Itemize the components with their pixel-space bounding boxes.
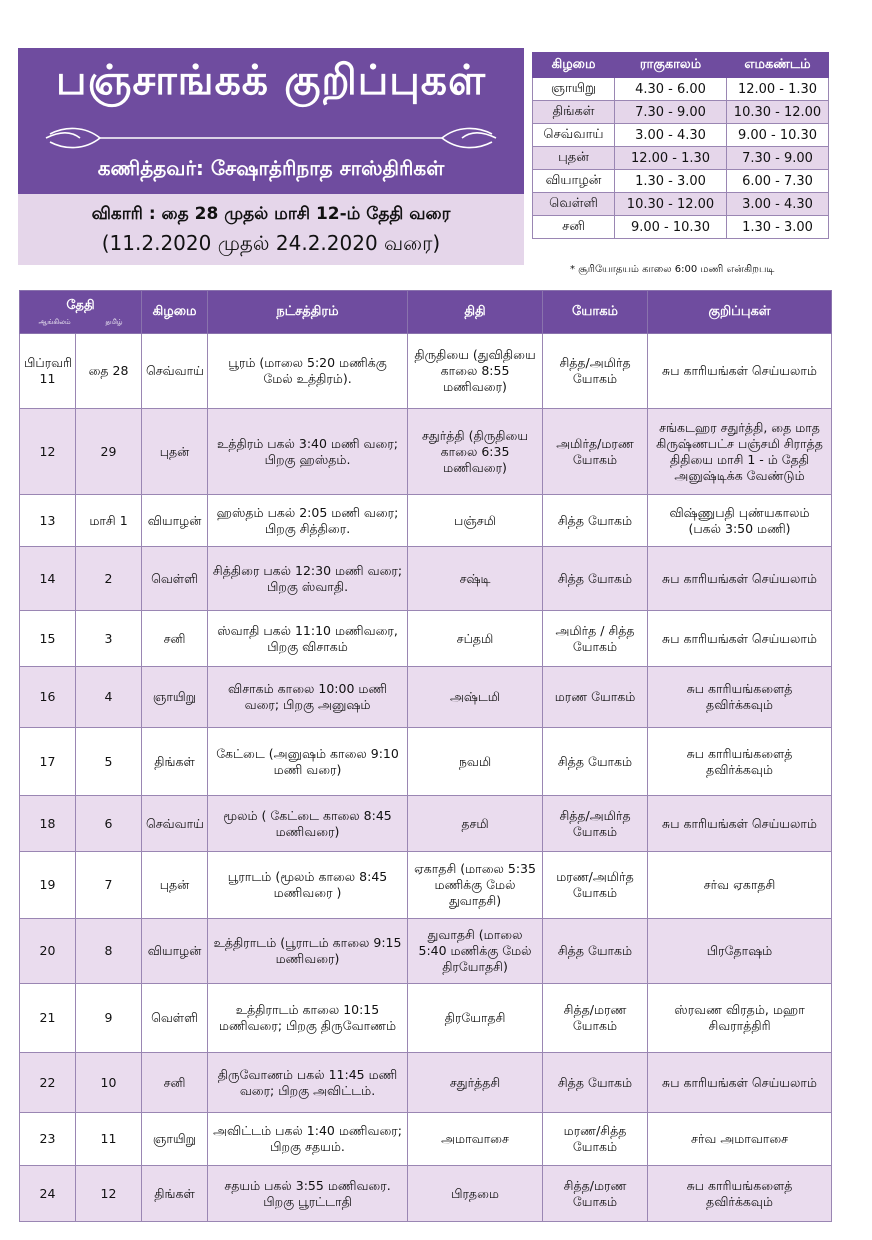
cell-yogam: மரண யோகம் [543,667,648,728]
cell-tamil-date: 12 [76,1166,142,1222]
cell-day: திங்கள் [142,1166,208,1222]
cell-english-date: 20 [20,919,76,984]
cell-star: ஹஸ்தம் பகல் 2:05 மணி வரை; பிறகு சித்திரை. [208,495,408,547]
cell-notes: விஷ்ணுபதி புண்யகாலம் (பகல் 3:50 மணி) [648,495,832,547]
cell-tithi: அஷ்டமி [408,667,543,728]
cell-notes: சுப காரியங்களைத் தவிர்க்கவும் [648,1166,832,1222]
cell-english-date: 21 [20,984,76,1053]
header-star: நட்சத்திரம் [208,291,408,334]
cell-english-date: 13 [20,495,76,547]
cell-day: ஞாயிறு [142,667,208,728]
cell-notes: சுப காரியங்கள் செய்யலாம் [648,611,832,667]
cell-tamil-date: 8 [76,919,142,984]
cell-tithi: சதுர்த்தசி [408,1053,543,1113]
cell-star: ஸ்வாதி பகல் 11:10 மணிவரை, பிறகு விசாகம் [208,611,408,667]
cell-star: சதயம் பகல் 3:55 மணிவரை. பிறகு பூரட்டாதி [208,1166,408,1222]
cell-yogam: சித்த/மரண யோகம் [543,1166,648,1222]
cell-yogam: மரண/அமிர்த யோகம் [543,852,648,919]
cell-yogam: சித்த/அமிர்த யோகம் [543,334,648,409]
cell-yogam: சித்த யோகம் [543,919,648,984]
cell-notes: சுப காரியங்கள் செய்யலாம் [648,1053,832,1113]
timing-ema: 9.00 - 10.30 [727,124,829,147]
timing-row [533,78,829,101]
cell-yogam: சித்த யோகம் [543,728,648,796]
timing-row [533,216,829,239]
cell-tithi: துவாதசி (மாலை 5:40 மணிக்கு மேல் திரயோதசி) [408,919,543,984]
timing-day: திங்கள் [533,101,615,124]
table-row [20,334,832,409]
cell-day: புதன் [142,852,208,919]
header-yogam: யோகம் [543,291,648,334]
cell-notes: சங்கடஹர சதுர்த்தி, தை மாத கிருஷ்ணபட்ச பஞ்சமி சிராத்த திதியை மாசி 1 - ம் தேதி அனுஷ்டிக்க வேண்டும் [648,409,832,495]
cell-star: அவிட்டம் பகல் 1:40 மணிவரை; பிறகு சதயம். [208,1113,408,1166]
timing-rahu: 9.00 - 10.30 [615,216,727,239]
timing-ema: 6.00 - 7.30 [727,170,829,193]
cell-tithi: பஞ்சமி [408,495,543,547]
cell-day: செவ்வாய் [142,796,208,852]
cell-day: வெள்ளி [142,547,208,611]
timing-rahu: 12.00 - 1.30 [615,147,727,170]
cell-tamil-date: 9 [76,984,142,1053]
timing-row [533,170,829,193]
timing-ema: 7.30 - 9.00 [727,147,829,170]
cell-tithi: சஷ்டி [408,547,543,611]
cell-notes: சர்வ அமாவாசை [648,1113,832,1166]
cell-english-date: 12 [20,409,76,495]
cell-star: சித்திரை பகல் 12:30 மணி வரை; பிறகு ஸ்வாதி. [208,547,408,611]
cell-star: பூரம் (மாலை 5:20 மணிக்கு மேல் உத்திரம்). [208,334,408,409]
timing-ema: 3.00 - 4.30 [727,193,829,216]
cell-english-date: 22 [20,1053,76,1113]
timing-day: வியாழன் [533,170,615,193]
timing-ema: 10.30 - 12.00 [727,101,829,124]
header-date-english: ஆங்கிலம் [38,317,71,326]
cell-day: ஞாயிறு [142,1113,208,1166]
cell-notes: பிரதோஷம் [648,919,832,984]
cell-english-date: 24 [20,1166,76,1222]
table-row [20,547,832,611]
cell-tamil-date: மாசி 1 [76,495,142,547]
table-row [20,796,832,852]
cell-star: உத்திராடம் காலை 10:15 மணிவரை; பிறகு திருவோணம் [208,984,408,1053]
cell-tithi: ஏகாதசி (மாலை 5:35 மணிக்கு மேல் துவாதசி) [408,852,543,919]
cell-tithi: நவமி [408,728,543,796]
cell-day: வெள்ளி [142,984,208,1053]
timing-day: சனி [533,216,615,239]
header-date-label: தேதி [66,297,95,313]
header-day: கிழமை [142,291,208,334]
table-row [20,1113,832,1166]
cell-day: சனி [142,1053,208,1113]
cell-english-date: 18 [20,796,76,852]
header-banner [18,48,524,265]
cell-english-date: 23 [20,1113,76,1166]
author-line: கணித்தவர்: சேஷாத்ரிநாத சாஸ்திரிகள் [97,156,445,180]
cell-tithi: அமாவாசை [408,1113,543,1166]
cell-day: வியாழன் [142,919,208,984]
cell-day: வியாழன் [142,495,208,547]
cell-english-date: பிப்ரவரி 11 [20,334,76,409]
cell-english-date: 15 [20,611,76,667]
cell-notes: ஸ்ரவண விரதம், மஹா சிவராத்திரி [648,984,832,1053]
timing-header-ema: எமகண்டம் [727,53,829,78]
cell-notes: சுப காரியங்களைத் தவிர்க்கவும் [648,728,832,796]
table-row [20,1053,832,1113]
cell-tamil-date: தை 28 [76,334,142,409]
cell-tamil-date: 6 [76,796,142,852]
cell-english-date: 17 [20,728,76,796]
timing-rahu: 3.00 - 4.30 [615,124,727,147]
date-range-tamil: விகாரி : தை 28 முதல் மாசி 12-ம் தேதி வரை [91,204,451,224]
panchangam-table [19,290,832,1222]
table-row [20,611,832,667]
cell-english-date: 16 [20,667,76,728]
cell-day: செவ்வாய் [142,334,208,409]
cell-star: மூலம் ( கேட்டை காலை 8:45 மணிவரை) [208,796,408,852]
timing-header-row [533,53,829,78]
table-row [20,1166,832,1222]
cell-tamil-date: 4 [76,667,142,728]
table-row [20,919,832,984]
header-date-tamil: தமிழ் [105,317,123,326]
cell-tithi: தசமி [408,796,543,852]
cell-tithi: திரயோதசி [408,984,543,1053]
cell-english-date: 19 [20,852,76,919]
table-header-row [20,291,832,334]
cell-yogam: சித்த யோகம் [543,547,648,611]
cell-star: திருவோணம் பகல் 11:45 மணி வரை; பிறகு அவிட்டம். [208,1053,408,1113]
cell-yogam: சித்த யோகம் [543,1053,648,1113]
cell-tithi: திருதியை (துவிதியை காலை 8:55 மணிவரை) [408,334,543,409]
cell-yogam: அமிர்த/மரண யோகம் [543,409,648,495]
sunrise-note: * சூரியோதயம் காலை 6:00 மணி என்கிறபடி [570,264,775,275]
timing-day: ஞாயிறு [533,78,615,101]
cell-tithi: சப்தமி [408,611,543,667]
cell-tithi: சதுர்த்தி (திருதியை காலை 6:35 மணிவரை) [408,409,543,495]
cell-tamil-date: 7 [76,852,142,919]
header-date-sub [21,318,140,327]
cell-star: கேட்டை (அனுஷம் காலை 9:10 மணி வரை) [208,728,408,796]
table-row [20,667,832,728]
table-row [20,495,832,547]
cell-tamil-date: 5 [76,728,142,796]
cell-yogam: சித்த/அமிர்த யோகம் [543,796,648,852]
table-row [20,984,832,1053]
cell-tamil-date: 3 [76,611,142,667]
cell-star: பூராடம் (மூலம் காலை 8:45 மணிவரை ) [208,852,408,919]
timing-day: வெள்ளி [533,193,615,216]
cell-yogam: அமிர்த / சித்த யோகம் [543,611,648,667]
cell-star: உத்திராடம் (பூராடம் காலை 9:15 மணிவரை) [208,919,408,984]
cell-star: உத்திரம் பகல் 3:40 மணி வரை; பிறகு ஹஸ்தம். [208,409,408,495]
timing-row [533,124,829,147]
cell-tamil-date: 29 [76,409,142,495]
timing-row [533,193,829,216]
timing-rahu: 4.30 - 6.00 [615,78,727,101]
timing-table [532,52,829,239]
table-row [20,409,832,495]
header-notes: குறிப்புகள் [648,291,832,334]
timing-day: செவ்வாய் [533,124,615,147]
timing-ema: 1.30 - 3.00 [727,216,829,239]
cell-notes: சுப காரியங்களைத் தவிர்க்கவும் [648,667,832,728]
header-tithi: திதி [408,291,543,334]
date-range-english: (11.2.2020 முதல் 24.2.2020 வரை) [101,231,441,255]
table-row [20,728,832,796]
timing-rahu: 1.30 - 3.00 [615,170,727,193]
cell-notes: சுப காரியங்கள் செய்யலாம் [648,334,832,409]
cell-day: சனி [142,611,208,667]
timing-ema: 12.00 - 1.30 [727,78,829,101]
cell-notes: சுப காரியங்கள் செய்யலாம் [648,796,832,852]
timing-rahu: 10.30 - 12.00 [615,193,727,216]
table-row [20,852,832,919]
cell-yogam: சித்த யோகம் [543,495,648,547]
flourish-ornament-icon [40,124,502,152]
cell-star: விசாகம் காலை 10:00 மணி வரை; பிறகு அனுஷம் [208,667,408,728]
cell-tamil-date: 10 [76,1053,142,1113]
timing-rahu: 7.30 - 9.00 [615,101,727,124]
page-title: பஞ்சாங்கக் குறிப்புகள் [55,56,487,104]
cell-notes: சர்வ ஏகாதசி [648,852,832,919]
timing-header-day: கிழமை [533,53,615,78]
cell-day: புதன் [142,409,208,495]
timing-day: புதன் [533,147,615,170]
cell-tamil-date: 11 [76,1113,142,1166]
timing-row [533,147,829,170]
cell-tithi: பிரதமை [408,1166,543,1222]
timing-row [533,101,829,124]
cell-yogam: சித்த/மரண யோகம் [543,984,648,1053]
cell-notes: சுப காரியங்கள் செய்யலாம் [648,547,832,611]
cell-english-date: 14 [20,547,76,611]
timing-header-rahu: ராகுகாலம் [615,53,727,78]
cell-tamil-date: 2 [76,547,142,611]
cell-yogam: மரண/சித்த யோகம் [543,1113,648,1166]
header-date [20,291,142,334]
cell-day: திங்கள் [142,728,208,796]
